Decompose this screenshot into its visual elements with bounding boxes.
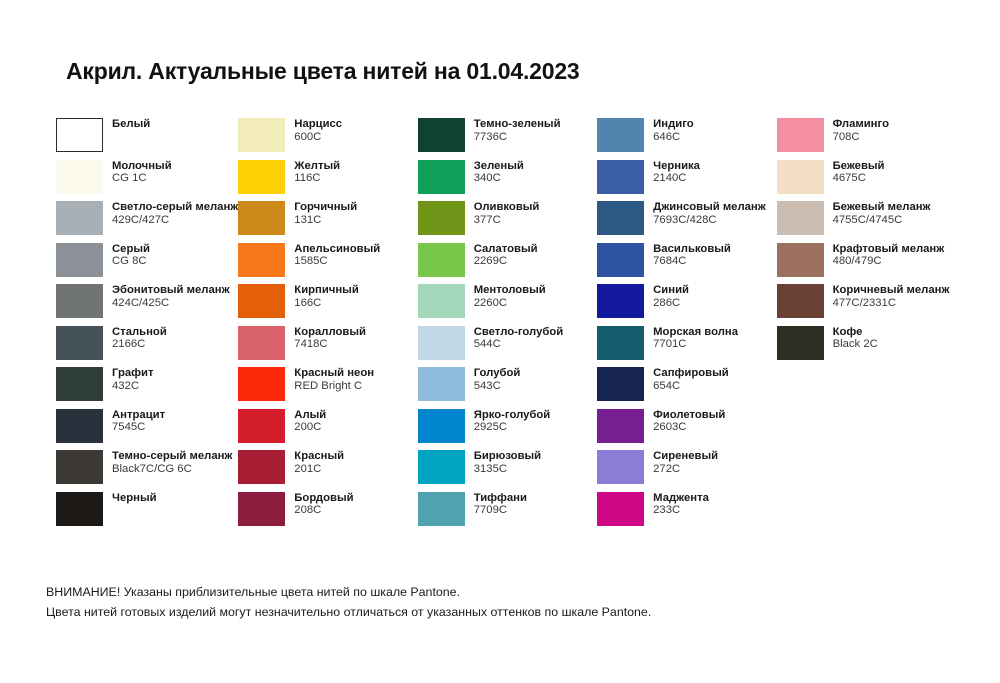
swatch-code: 7709C — [473, 504, 508, 517]
swatch-labels — [103, 409, 165, 434]
swatch-name: Белый — [112, 118, 151, 130]
swatch-labels — [285, 409, 326, 434]
swatch-name: Фиолетовый — [653, 408, 726, 421]
swatch-code: 4755C/4745C — [832, 213, 903, 226]
swatch-labels — [285, 201, 357, 226]
swatch-code: 7418C — [294, 338, 328, 351]
swatch-name: Коричневый меланж — [832, 284, 950, 296]
swatch-item — [777, 326, 956, 368]
swatch-labels — [103, 450, 232, 475]
swatch-code: 654C — [653, 379, 681, 392]
swatch-item — [56, 409, 238, 451]
swatch-name: Бежевый меланж — [832, 201, 931, 213]
swatch-column — [777, 118, 956, 533]
swatch-code: 286C — [653, 296, 681, 309]
color-swatch — [56, 118, 103, 152]
color-swatch — [238, 201, 285, 235]
color-swatch — [56, 492, 103, 526]
swatch-name: Черника — [653, 159, 700, 172]
swatch-name: Горчичный — [294, 201, 358, 213]
swatch-labels — [644, 160, 700, 185]
color-swatch — [238, 492, 285, 526]
swatch-labels — [824, 160, 885, 185]
swatch-name: Нарцисс — [294, 118, 343, 130]
swatch-name: Черный — [112, 491, 157, 504]
swatch-labels — [644, 118, 694, 143]
swatch-name: Сиреневый — [653, 450, 719, 462]
color-swatch — [56, 450, 103, 484]
swatch-labels — [824, 243, 945, 268]
color-swatch — [56, 326, 103, 360]
swatch-code: 2166C — [112, 338, 146, 351]
swatch-labels — [285, 118, 342, 143]
swatch-name: Серый — [112, 242, 150, 255]
color-swatch — [418, 201, 465, 235]
swatch-item — [56, 201, 238, 243]
color-swatch — [238, 284, 285, 318]
color-swatch — [56, 201, 103, 235]
swatch-labels — [285, 243, 380, 268]
swatch-item — [777, 243, 956, 285]
swatch-code: Black 2C — [832, 338, 878, 351]
color-swatch — [597, 409, 644, 443]
swatch-labels — [103, 492, 157, 505]
swatch-item — [418, 450, 597, 492]
swatch-code: CG 8C — [112, 255, 147, 268]
swatch-item — [597, 409, 776, 451]
color-swatch — [777, 326, 824, 360]
swatch-item — [418, 243, 597, 285]
color-swatch — [597, 160, 644, 194]
swatch-item — [418, 201, 597, 243]
swatch-item — [56, 326, 238, 368]
swatch-column — [238, 118, 417, 533]
color-swatch — [777, 201, 824, 235]
swatch-labels — [103, 160, 172, 185]
swatch-grid — [56, 118, 956, 533]
swatch-code: 544C — [473, 338, 501, 351]
swatch-labels — [465, 367, 521, 392]
swatch-item — [597, 284, 776, 326]
swatch-item — [597, 450, 776, 492]
swatch-item — [56, 492, 238, 534]
swatch-code: 272C — [653, 462, 681, 475]
swatch-code: 2603C — [653, 421, 687, 434]
swatch-code: 7545C — [112, 421, 146, 434]
swatch-code: 2140C — [653, 172, 687, 185]
color-swatch — [418, 409, 465, 443]
swatch-item — [238, 118, 417, 160]
swatch-code: 480/479C — [832, 255, 882, 268]
color-swatch — [418, 492, 465, 526]
swatch-code: 429C/427C — [112, 213, 170, 226]
swatch-code: 432C — [112, 379, 140, 392]
swatch-name: Красный — [294, 450, 345, 462]
swatch-name: Светло-голубой — [473, 325, 564, 338]
swatch-code: 131C — [294, 213, 322, 226]
color-swatch — [238, 118, 285, 152]
swatch-labels — [465, 326, 563, 351]
swatch-item — [238, 326, 417, 368]
swatch-labels — [465, 160, 524, 185]
swatch-name: Ментоловый — [473, 284, 546, 296]
swatch-item — [777, 160, 956, 202]
swatch-labels — [103, 284, 230, 309]
swatch-item — [56, 118, 238, 160]
swatch-labels — [285, 284, 358, 309]
swatch-code: 543C — [473, 379, 501, 392]
swatch-labels — [103, 201, 238, 226]
color-swatch — [418, 118, 465, 152]
color-swatch — [238, 243, 285, 277]
color-swatch — [777, 118, 824, 152]
swatch-item — [597, 367, 776, 409]
swatch-item — [418, 160, 597, 202]
swatch-labels — [644, 409, 725, 434]
swatch-item — [238, 243, 417, 285]
swatch-code: 2269C — [473, 255, 508, 268]
swatch-column — [56, 118, 238, 533]
swatch-name: Кофе — [832, 325, 863, 338]
swatch-labels — [465, 450, 541, 475]
note-line-2: Цвета нитей готовых изделий могут незначительно отличаться от указанных оттенков по шкале Pantone. — [46, 605, 652, 619]
swatch-labels — [824, 201, 931, 226]
color-swatch — [418, 326, 465, 360]
swatch-code: 208C — [294, 504, 322, 517]
color-swatch — [238, 367, 285, 401]
swatch-item — [597, 201, 776, 243]
color-swatch — [238, 409, 285, 443]
swatch-labels — [103, 243, 150, 268]
swatch-labels — [644, 450, 718, 475]
swatch-name: Коралловый — [294, 325, 366, 338]
swatch-name: Джинсовый меланж — [653, 201, 766, 213]
swatch-code: CG 1C — [112, 172, 147, 185]
color-swatch — [238, 326, 285, 360]
color-swatch — [56, 409, 103, 443]
color-swatch — [777, 160, 824, 194]
swatch-name: Синий — [653, 284, 689, 296]
swatch-labels — [644, 284, 689, 309]
swatch-name: Сапфировый — [653, 367, 729, 379]
swatch-name: Стальной — [112, 325, 167, 338]
swatch-item — [56, 367, 238, 409]
swatch-item — [777, 118, 956, 160]
swatch-name: Кирпичный — [294, 284, 359, 296]
swatch-labels — [465, 284, 546, 309]
swatch-code: 7736C — [473, 130, 508, 143]
swatch-item — [238, 201, 417, 243]
swatch-labels — [103, 367, 154, 392]
swatch-name: Молочный — [112, 159, 172, 172]
swatch-labels — [824, 284, 950, 309]
swatch-labels — [465, 492, 527, 517]
color-swatch — [777, 284, 824, 318]
swatch-labels — [285, 450, 344, 475]
color-swatch — [238, 160, 285, 194]
swatch-item — [238, 284, 417, 326]
swatch-name: Васильковый — [653, 242, 731, 255]
swatch-code: 166C — [294, 296, 322, 309]
disclaimer-notes — [46, 582, 651, 622]
color-swatch — [418, 243, 465, 277]
swatch-name: Графит — [112, 367, 154, 379]
swatch-item — [56, 450, 238, 492]
color-swatch — [418, 450, 465, 484]
swatch-name: Светло-серый меланж — [112, 201, 239, 213]
swatch-code: 201C — [294, 462, 322, 475]
color-swatch — [597, 492, 644, 526]
color-swatch — [238, 450, 285, 484]
swatch-item — [238, 450, 417, 492]
swatch-name: Темно-серый меланж — [112, 450, 233, 462]
swatch-name: Антрацит — [112, 408, 166, 421]
swatch-name: Эбонитовый меланж — [112, 284, 230, 296]
swatch-item — [418, 118, 597, 160]
swatch-labels — [465, 201, 540, 226]
swatch-labels — [465, 118, 561, 143]
color-swatch — [597, 118, 644, 152]
swatch-labels — [644, 367, 729, 392]
swatch-labels — [465, 409, 551, 434]
swatch-code: 116C — [294, 172, 321, 185]
swatch-item — [238, 492, 417, 534]
swatch-labels — [103, 326, 167, 351]
swatch-item — [597, 160, 776, 202]
color-swatch — [56, 160, 103, 194]
swatch-name: Апельсиновый — [294, 242, 381, 255]
swatch-name: Бирюзовый — [473, 450, 542, 462]
swatch-code: 7684C — [653, 255, 687, 268]
swatch-code: 708C — [832, 130, 860, 143]
page-title: Акрил. Актуальные цвета нитей на 01.04.2023 — [66, 58, 580, 84]
swatch-name: Тиффани — [473, 491, 527, 504]
swatch-code: 4675C — [832, 172, 866, 185]
color-swatch — [418, 367, 465, 401]
swatch-labels — [285, 367, 374, 392]
color-swatch — [597, 326, 644, 360]
swatch-name: Маджента — [653, 491, 709, 504]
color-swatch — [597, 201, 644, 235]
swatch-labels — [285, 492, 353, 517]
swatch-name: Ярко-голубой — [473, 408, 551, 421]
swatch-item — [56, 160, 238, 202]
swatch-name: Бежевый — [832, 159, 885, 172]
swatch-item — [597, 243, 776, 285]
swatch-labels — [103, 118, 150, 131]
swatch-code: Black7C/CG 6C — [112, 462, 192, 475]
swatch-code: RED Bright C — [294, 379, 363, 392]
swatch-code: 600C — [294, 130, 322, 143]
swatch-labels — [644, 201, 766, 226]
swatch-code: 424C/425C — [112, 296, 170, 309]
swatch-item — [418, 326, 597, 368]
swatch-item — [418, 492, 597, 534]
swatch-item — [418, 284, 597, 326]
swatch-name: Зеленый — [473, 159, 524, 172]
swatch-name: Бордовый — [294, 491, 354, 504]
color-swatch — [418, 160, 465, 194]
color-swatch — [597, 450, 644, 484]
note-line-1: ВНИМАНИЕ! Указаны приблизительные цвета нитей по шкале Pantone. — [46, 585, 461, 599]
color-swatch — [56, 243, 103, 277]
swatch-name: Индиго — [653, 118, 694, 130]
swatch-item — [238, 160, 417, 202]
color-swatch — [777, 243, 824, 277]
swatch-labels — [285, 160, 340, 185]
swatch-code: 2925C — [473, 421, 508, 434]
swatch-item — [597, 492, 776, 534]
color-swatch — [418, 284, 465, 318]
swatch-item — [418, 409, 597, 451]
swatch-name: Фламинго — [832, 118, 889, 130]
swatch-code: 233C — [653, 504, 681, 517]
swatch-labels — [644, 492, 709, 517]
swatch-name: Оливковый — [473, 201, 540, 213]
swatch-name: Крафтовый меланж — [832, 242, 945, 255]
swatch-code: 7693C/428C — [653, 213, 717, 226]
swatch-name: Морская волна — [653, 325, 738, 338]
swatch-column — [597, 118, 776, 533]
swatch-code: 3135C — [473, 462, 508, 475]
swatch-code: 200C — [294, 421, 322, 434]
swatch-item — [56, 284, 238, 326]
swatch-item — [597, 118, 776, 160]
swatch-name: Алый — [294, 408, 327, 421]
swatch-name: Голубой — [473, 367, 521, 379]
swatch-labels — [644, 243, 731, 268]
swatch-item — [597, 326, 776, 368]
color-swatch — [597, 367, 644, 401]
swatch-code: 340C — [473, 172, 501, 185]
swatch-code: 477C/2331C — [832, 296, 896, 309]
swatch-labels — [824, 326, 878, 351]
swatch-name: Желтый — [294, 159, 341, 172]
swatch-item — [56, 243, 238, 285]
swatch-code: 646C — [653, 130, 681, 143]
color-swatch — [597, 243, 644, 277]
swatch-code: 377C — [473, 213, 501, 226]
swatch-code: 1585C — [294, 255, 328, 268]
color-swatch — [56, 367, 103, 401]
swatch-item — [238, 409, 417, 451]
swatch-column — [418, 118, 597, 533]
swatch-item — [777, 284, 956, 326]
swatch-code: 7701C — [653, 338, 687, 351]
swatch-labels — [644, 326, 738, 351]
swatch-item — [418, 367, 597, 409]
swatch-item — [777, 201, 956, 243]
swatch-name: Темно-зеленый — [473, 118, 561, 130]
swatch-name: Красный неон — [294, 367, 375, 379]
swatch-name: Салатовый — [473, 242, 538, 255]
swatch-labels — [285, 326, 366, 351]
swatch-labels — [465, 243, 538, 268]
swatch-code: 2260C — [473, 296, 508, 309]
swatch-item — [238, 367, 417, 409]
swatch-labels — [824, 118, 889, 143]
color-swatch — [597, 284, 644, 318]
color-swatch — [56, 284, 103, 318]
